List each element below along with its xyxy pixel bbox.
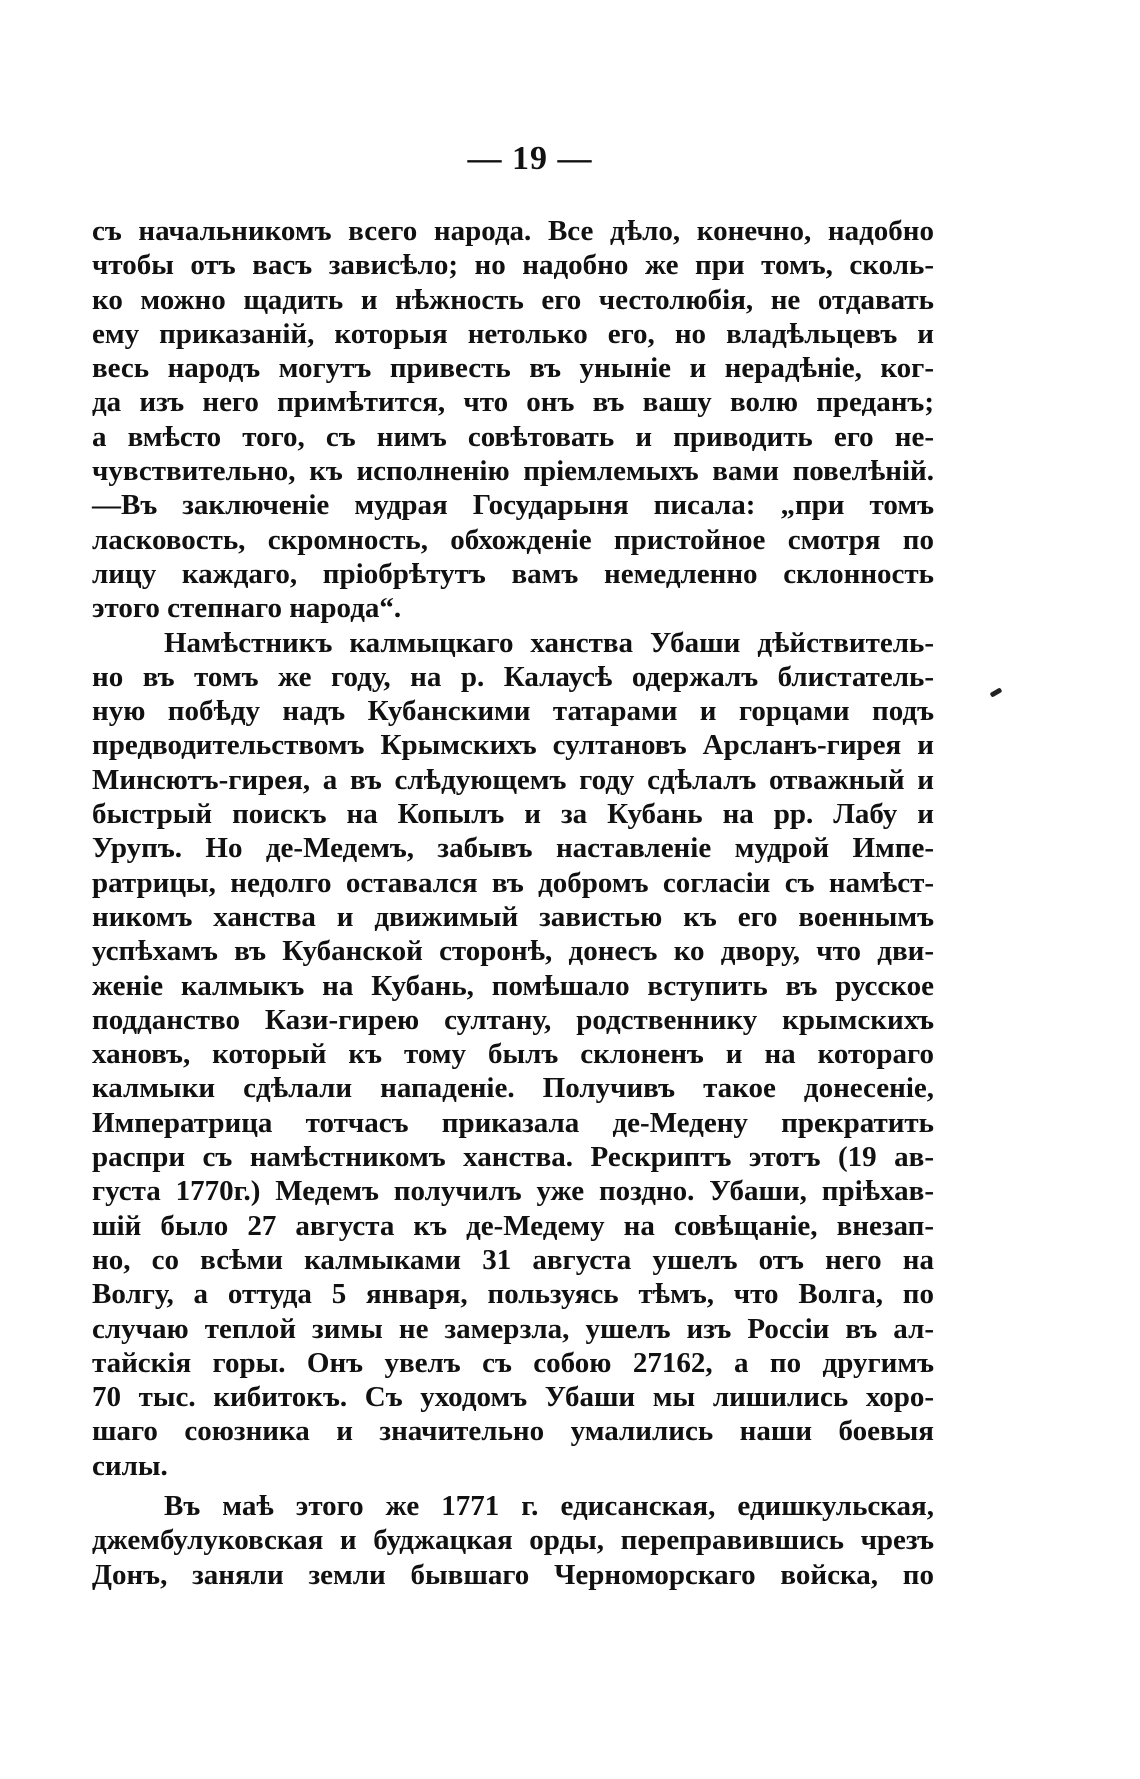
- paragraph-2: [92, 626, 934, 1483]
- text-line: чтобы отъ васъ зависѣло; но надобно же при томъ, сколь-: [92, 249, 934, 282]
- text-line: Въ маѣ этого же 1771 г. едисанская, едишкульская,: [164, 1489, 934, 1522]
- text-line: случаю теплой зимы не замерзла, ушелъ изъ Россіи въ ал-: [92, 1312, 934, 1345]
- text-line: а вмѣсто того, съ нимъ совѣтовать и приводить его не-: [92, 420, 934, 453]
- text-line: Намѣстникъ калмыцкаго ханства Убаши дѣйствитель-: [164, 626, 934, 659]
- text-line: Урупъ. Но де-Медемъ, забывъ наставленіе мудрой Импе-: [92, 832, 934, 865]
- text-line: Минсютъ-гирея, а въ слѣдующемъ году сдѣлалъ отважный и: [92, 763, 934, 796]
- text-line: весь народъ могутъ привесть въ уныніе и нерадѣніе, ког-: [92, 352, 934, 385]
- text-line: Волгу, а оттуда 5 января, пользуясь тѣмъ, что Волга, по: [92, 1278, 934, 1311]
- text-line: предводительствомъ Крымскихъ султановъ Арсланъ-гирея и: [92, 729, 934, 762]
- text-line: ратрицы, недолго оставался въ добромъ согласіи съ намѣст-: [92, 866, 934, 899]
- text-line: Императрица тотчасъ приказала де-Медену прекратить: [92, 1106, 934, 1139]
- text-line: ласковость, скромность, обхожденіе пристойное смотря по: [92, 523, 934, 556]
- margin-ink-mark: [990, 687, 1003, 697]
- paragraph-3: [92, 1489, 934, 1592]
- text-line: быстрый поискъ на Копылъ и за Кубань на рр. Лабу и: [92, 798, 934, 831]
- text-line: шаго союзника и значительно умалились наши боевыя: [92, 1415, 934, 1448]
- text-line: чувствительно, къ исполненію пріемлемыхъ вами повелѣній.: [92, 455, 934, 488]
- text-line: съ начальникомъ всего народа. Все дѣло, конечно, надобно: [92, 215, 934, 247]
- text-line: ко можно щадить и нѣжность его честолюбія, не отдавать: [92, 283, 934, 316]
- text-line: 70 тыс. кибитокъ. Съ уходомъ Убаши мы лишились хоро-: [92, 1381, 934, 1414]
- text-line: тайскія горы. Онъ увелъ съ собою 27162, а по другимъ: [92, 1346, 934, 1379]
- text-line: Донъ, заняли земли бывшаго Черноморскаго войска, по: [92, 1558, 934, 1591]
- text-line: хановъ, который къ тому былъ склоненъ и на котораго: [92, 1038, 934, 1071]
- text-line: но въ томъ же году, на р. Калаусѣ одержалъ блистатель-: [92, 660, 934, 693]
- text-line: лицу каждаго, пріобрѣтутъ вамъ немедленно склонность: [92, 557, 934, 590]
- text-line: шій было 27 августа къ де-Медему на совѣщаніе, внезап-: [92, 1209, 934, 1242]
- text-line: калмыки сдѣлали нападеніе. Получивъ такое донесеніе,: [92, 1072, 934, 1105]
- text-line: никомъ ханства и движимый завистью къ его военнымъ: [92, 900, 934, 933]
- text-line: —Въ заключеніе мудрая Государыня писала: „при томъ: [92, 489, 934, 522]
- text-line: ную побѣду надъ Кубанскими татарами и горцами подъ: [92, 695, 934, 728]
- text-line: распри съ намѣстникомъ ханства. Рескриптъ этотъ (19 ав-: [92, 1141, 934, 1174]
- text-line: но, со всѣми калмыками 31 августа ушелъ отъ него на: [92, 1243, 934, 1276]
- text-line: густа 1770г.) Медемъ получилъ уже поздно. Убаши, пріѣхав-: [92, 1175, 934, 1208]
- text-line: да изъ него примѣтится, что онъ въ вашу волю преданъ;: [92, 386, 934, 419]
- text-line: этого степнаго народа“.: [92, 592, 402, 625]
- text-line: подданство Кази-гирею султану, родственнику крымскихъ: [92, 1003, 934, 1036]
- body-text: [92, 214, 934, 1592]
- text-line: джембулуковская и буджацкая орды, переправившись чрезъ: [92, 1524, 934, 1557]
- text-line: силы.: [92, 1449, 168, 1482]
- paragraph-1: [92, 214, 934, 626]
- text-line: ему приказаній, которыя нетолько его, но владѣльцевъ и: [92, 317, 934, 350]
- text-line: успѣхамъ въ Кубанской сторонѣ, донесъ ко двору, что дви-: [92, 935, 934, 968]
- page-number: — 19 —: [467, 140, 593, 177]
- text-line: женіе калмыкъ на Кубань, помѣшало вступить въ русское: [92, 969, 934, 1002]
